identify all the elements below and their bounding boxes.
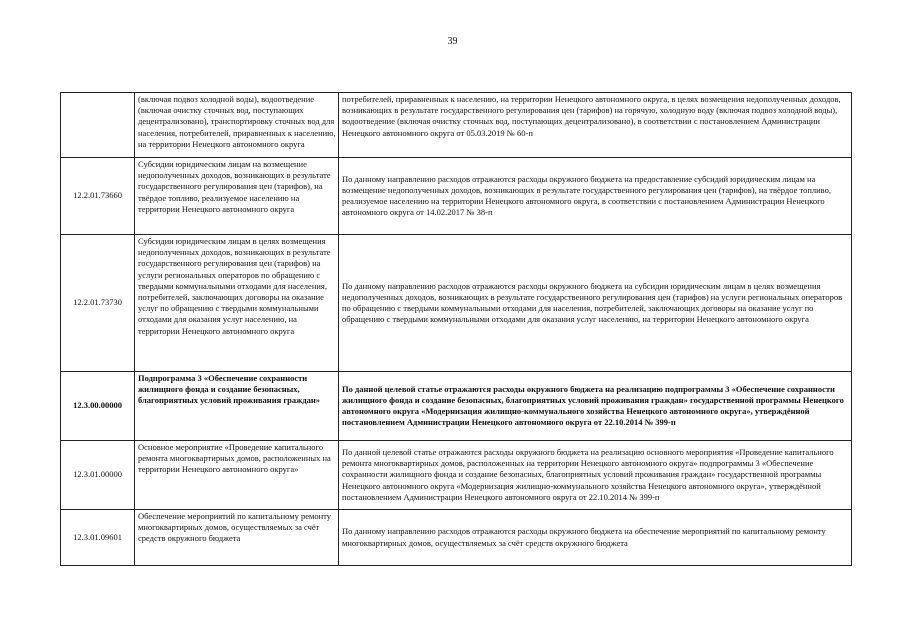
target-code-cell: 12.3.01.09601 xyxy=(61,510,135,566)
expense-description-cell: По данному направлению расходов отражаются расходы окружного бюджета на предоставление субсидий юридическим лицам на возмещение недополученных доходов, возникающих в результате государственного регулирования цен (тарифов), на твёрдое топливо, реализуемое населению на территории Ненецкого автономного округа, в соответствии с постановлением Администрации Ненецкого автономного округа от 14.02.2017 № 38-п xyxy=(339,158,852,235)
expense-name-cell: Подпрограмма 3 «Обеспечение сохранности жилищного фонда и создание безопасных, благоприятных условий проживания граждан» xyxy=(135,372,339,441)
expense-name-cell: Субсидии юридическим лицам на возмещение недополученных доходов, возникающих в результате государственного регулирования цен (тарифов), на твёрдое топливо, реализуемое населению на территории Ненецкого автономного округа xyxy=(135,158,339,235)
table-row xyxy=(61,441,852,510)
expense-description-cell: По данному направлению расходов отражаются расходы окружного бюджета на субсидии юридическим лицам в целях возмещения недополученных доходов, возникающих в результате государственного регулирования цен (тарифов) на услуги региональных операторов по обращению с твердыми коммунальными отходами для населения, потребителей, заключающих договоры на оказание услуг по обращению с твердыми коммунальными отходами для оказания услуг населению, на территории Ненецкого автономного округа xyxy=(339,235,852,372)
expense-name-cell: Субсидии юридическим лицам в целях возмещения недополученных доходов, возникающих в результате государственного регулирования цен (тарифов) на услуги региональных операторов по обращению с твердыми коммунальными отходами для населения, потребителей, заключающих договоры на оказание услуг по обращению с твердыми коммунальными отходами для оказания услуг населению, на территории Ненецкого автономного округа xyxy=(135,235,339,372)
expense-name-cell: Основное мероприятие «Проведение капитального ремонта многоквартирных домов, расположенных на территории Ненецкого автономного округа» xyxy=(135,441,339,510)
page-number: 39 xyxy=(447,36,458,47)
budget-classification-table xyxy=(60,92,852,566)
table-row xyxy=(61,235,852,372)
target-code-cell: 12.2.01.73730 xyxy=(61,235,135,372)
expense-description-cell: По данной целевой статье отражаются расходы окружного бюджета на реализацию подпрограммы 3 «Обеспечение сохранности жилищного фонда и создание безопасных, благоприятных условий проживания граждан» государственной программы Ненецкого автономного округа «Модернизация жилищно-коммунального хозяйства Ненецкого автономного округа», утверждённой постановлением Администрации Ненецкого автономного округа от 22.10.2014 № 399-п xyxy=(339,372,852,441)
table-row-subprogram xyxy=(61,372,852,441)
expense-description-cell: По данной целевой статье отражаются расходы окружного бюджета на реализацию основного мероприятия «Проведение капитального ремонта многоквартирных домов, расположенных на территории Ненецкого автономного округа» подпрограммы 3 «Обеспечение сохранности жилищного фонда и создание безопасных, благоприятных условий проживания граждан» государственной программы Ненецкого автономного округа «Модернизация жилищно-коммунального хозяйства Ненецкого автономного округа», утверждённой постановлением Администрации Ненецкого автономного округа от 22.10.2014 № 399-п xyxy=(339,441,852,510)
expense-description-cell: потребителей, приравненных к населению, на территории Ненецкого автономного округа, в целях возмещения недополученных доходов, возникающих в результате государственного регулирования цен (тарифов) на горячую, холодную воду (включая подвоз холодной воды), водоотведение (включая очистку сточных вод, поступающих децентрализовано), в соответствии с постановлением Администрации Ненецкого автономного округа от 05.03.2019 № 60-п xyxy=(339,93,852,158)
expense-description-cell: По данному направлению расходов отражаются расходы окружного бюджета на обеспечение мероприятий по капитальному ремонту многоквартирных домов, осуществляемых за счёт средств окружного бюджета xyxy=(339,510,852,566)
target-code-cell xyxy=(61,93,135,158)
expense-name-cell: (включая подвоз холодной воды), водоотведение (включая очистку сточных вод, поступающих децентрализовано), транспортировку сточных вод для населения, потребителей, приравненных к населению, на территории Ненецкого автономного округа xyxy=(135,93,339,158)
table-row xyxy=(61,93,852,158)
target-code-cell: 12.2.01.73660 xyxy=(61,158,135,235)
expense-name-cell: Обеспечение мероприятий по капитальному ремонту многоквартирных домов, осуществляемых за счёт средств окружного бюджета xyxy=(135,510,339,566)
target-code-cell: 12.3.00.00000 xyxy=(61,372,135,441)
table-row xyxy=(61,510,852,566)
table-row xyxy=(61,158,852,235)
target-code-cell: 12.3.01.00000 xyxy=(61,441,135,510)
